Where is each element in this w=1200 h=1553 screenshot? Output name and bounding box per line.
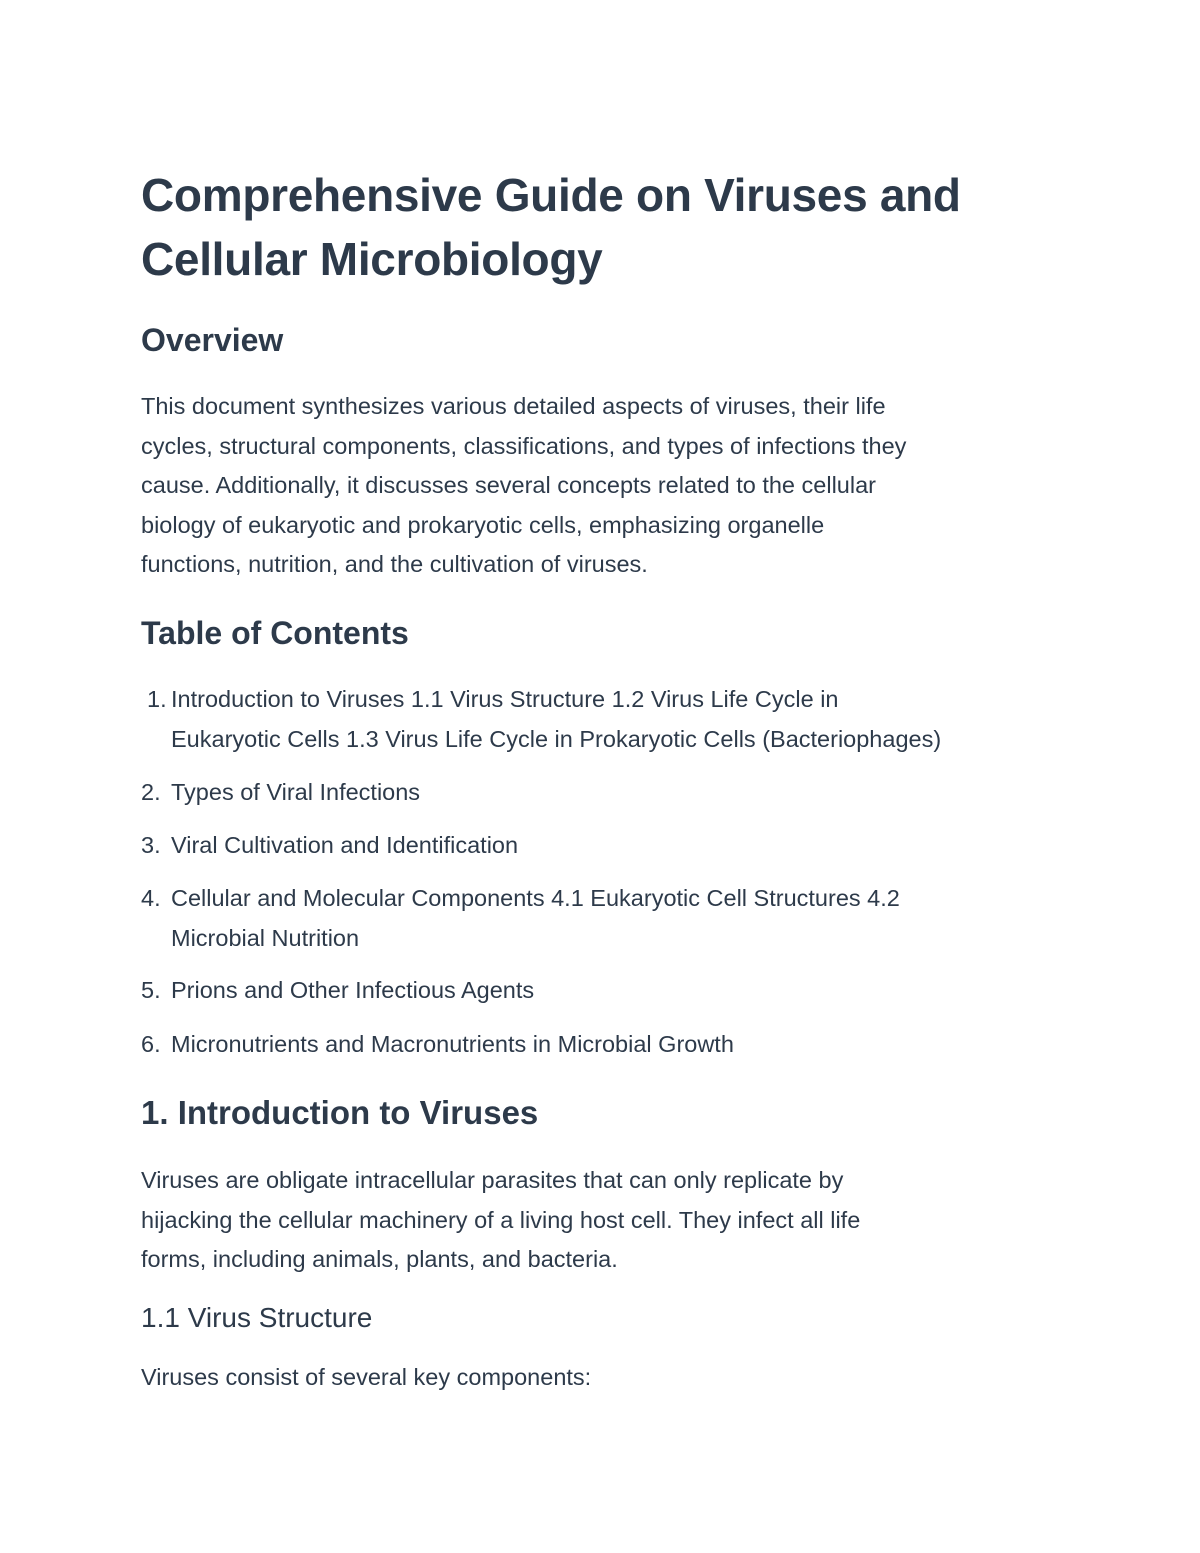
toc-number: 5. — [141, 977, 161, 1003]
page-title — [141, 163, 961, 291]
paragraph-line: forms, including animals, plants, and bacteria. — [141, 1246, 618, 1272]
toc-text: Introduction to Viruses 1.1 Virus Structure 1.2 Virus Life Cycle in — [171, 686, 839, 712]
toc-item — [141, 826, 518, 866]
toc-number: 6. — [141, 1031, 161, 1057]
toc-text: Cellular and Molecular Components 4.1 Eukaryotic Cell Structures 4.2 — [171, 885, 900, 911]
paragraph-line: functions, nutrition, and the cultivation of viruses. — [141, 551, 648, 577]
toc-item — [141, 971, 534, 1011]
subsection-heading: 1.1 Virus Structure — [141, 1302, 373, 1333]
toc-heading: Table of Contents — [141, 615, 409, 651]
toc-number: 1. — [147, 686, 167, 712]
paragraph-line: biology of eukaryotic and prokaryotic cells, emphasizing organelle — [141, 511, 825, 538]
toc-text: Micronutrients and Macronutrients in Microbial Growth — [171, 1031, 734, 1057]
paragraph-line: cause. Additionally, it discusses several concepts related to the cellular — [141, 472, 876, 498]
toc-text: Prions and Other Infectious Agents — [171, 977, 535, 1003]
toc-text: Microbial Nutrition — [171, 924, 360, 951]
toc-text: Viral Cultivation and Identification — [171, 832, 519, 858]
overview-heading: Overview — [141, 322, 284, 358]
subsection-paragraph: Viruses consist of several key components: — [141, 1364, 592, 1390]
paragraph-line: Viruses are obligate intracellular parasites that can only replicate by — [141, 1167, 844, 1193]
toc-item — [141, 773, 420, 813]
title-line: Comprehensive Guide on Viruses and — [141, 169, 961, 221]
toc-item — [141, 879, 900, 958]
paragraph-line: This document synthesizes various detailed aspects of viruses, their life — [141, 393, 886, 419]
toc-item — [141, 680, 941, 759]
title-line: Cellular Microbiology — [141, 233, 603, 285]
toc-item — [141, 1025, 734, 1065]
toc-number: 4. — [141, 885, 161, 911]
paragraph-line: hijacking the cellular machinery of a living host cell. They infect all life — [141, 1206, 861, 1233]
overview-paragraph — [141, 387, 906, 585]
paragraph-line: cycles, structural components, classifications, and types of infections they — [141, 432, 907, 459]
toc-number: 2. — [141, 779, 161, 805]
section-heading: 1. Introduction to Viruses — [141, 1094, 539, 1131]
toc-number: 3. — [141, 832, 161, 858]
toc-text: Eukaryotic Cells 1.3 Virus Life Cycle in Prokaryotic Cells (Bacteriophages) — [171, 725, 942, 752]
toc-text: Types of Viral Infections — [171, 779, 421, 805]
section-paragraph — [141, 1161, 860, 1280]
